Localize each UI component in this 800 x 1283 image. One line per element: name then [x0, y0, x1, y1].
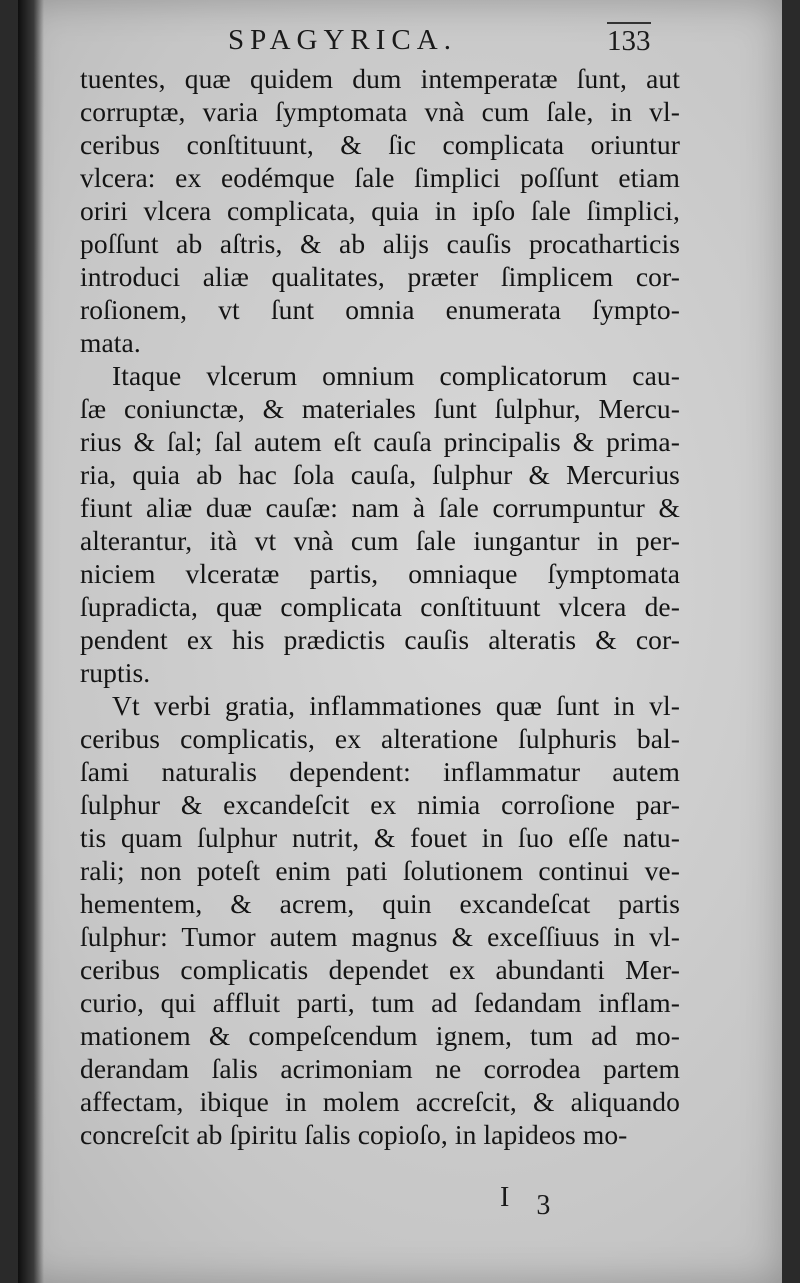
signature-number: 3 — [536, 1190, 551, 1221]
text-line: Itaque vlcerum omnium complicatorum cau- — [112, 360, 680, 391]
text-line: ſami naturalis dependent: inflammatur autem — [80, 756, 680, 787]
text-line: mata. — [80, 327, 141, 358]
text-line: niciem vlceratæ partis, omniaque ſymptomata — [80, 558, 680, 589]
signature-letter: I — [500, 1182, 510, 1213]
signature-mark — [500, 1182, 551, 1221]
text-line: mationem & compeſcendum ignem, tum ad mo- — [80, 1020, 680, 1051]
text-line: ruptis. — [80, 657, 151, 688]
text-line: tis quam ſulphur nutrit, & fouet in ſuo eſſe natu- — [80, 822, 680, 853]
text-line: alterantur, ità vt vnà cum ſale iungantur in per- — [80, 525, 680, 556]
text-line: rali; non poteſt enim pati ſolutionem continui ve- — [80, 855, 680, 886]
text-line: vlcera: ex eodémque ſale ſimplici poſſunt etiam — [80, 162, 680, 193]
text-line: hementem, & acrem, quin excandeſcat partis — [80, 888, 680, 919]
page-header — [0, 22, 800, 62]
text-line: curio, qui affluit parti, tum ad ſedandam inflam- — [80, 987, 680, 1018]
body-text — [80, 62, 680, 1151]
binding-shadow — [18, 0, 44, 1283]
text-line: derandam ſalis acrimoniam ne corrodea partem — [80, 1053, 680, 1084]
text-line: Vt verbi gratia, inflammationes quæ ſunt in vl- — [112, 690, 680, 721]
page-number: 133 — [607, 22, 651, 58]
text-line: ſulphur: Tumor autem magnus & exceſſiuus in vl- — [80, 921, 680, 952]
text-line: roſionem, vt ſunt omnia enumerata ſympto- — [80, 294, 680, 325]
text-line: affectam, ibique in molem accreſcit, & aliquando — [80, 1086, 680, 1117]
text-line: oriri vlcera complicata, quia in ipſo ſale ſimplici, — [80, 195, 680, 226]
text-line: ceribus complicatis dependet ex abundanti Mer- — [80, 954, 680, 985]
running-head: SPAGYRICA. — [228, 24, 457, 56]
text-line: concreſcit ab ſpiritu ſalis copioſo, in lapideos mo- — [80, 1119, 628, 1150]
text-line: ſupradicta, quæ complicata conſtituunt vlcera de- — [80, 591, 680, 622]
text-line: introduci aliæ qualitates, præter ſimplicem cor- — [80, 261, 680, 292]
paragraph — [80, 359, 680, 689]
text-line: ſæ coniunctæ, & materiales ſunt ſulphur, Mercu- — [80, 393, 680, 424]
text-line: ſulphur & excandeſcit ex nimia corroſione par- — [80, 789, 680, 820]
text-line: corruptæ, varia ſymptomata vnà cum ſale, in vl- — [80, 96, 680, 127]
paragraph — [80, 62, 680, 359]
text-line: ceribus complicatis, ex alteratione ſulphuris bal- — [80, 723, 680, 754]
text-line: tuentes, quæ quidem dum intemperatæ ſunt, aut — [80, 63, 680, 94]
text-line: poſſunt ab aſtris, & ab alijs cauſis procatharticis — [80, 228, 680, 259]
text-line: fiunt aliæ duæ cauſæ: nam à ſale corrumpuntur & — [80, 492, 680, 523]
text-line: rius & ſal; ſal autem eſt cauſa principalis & prima- — [80, 426, 680, 457]
text-line: ria, quia ab hac ſola cauſa, ſulphur & Mercurius — [80, 459, 680, 490]
paragraph — [80, 689, 680, 1151]
text-line: pendent ex his prædictis cauſis alteratis & cor- — [80, 624, 680, 655]
text-line: ceribus conſtituunt, & ſic complicata oriuntur — [80, 129, 680, 160]
